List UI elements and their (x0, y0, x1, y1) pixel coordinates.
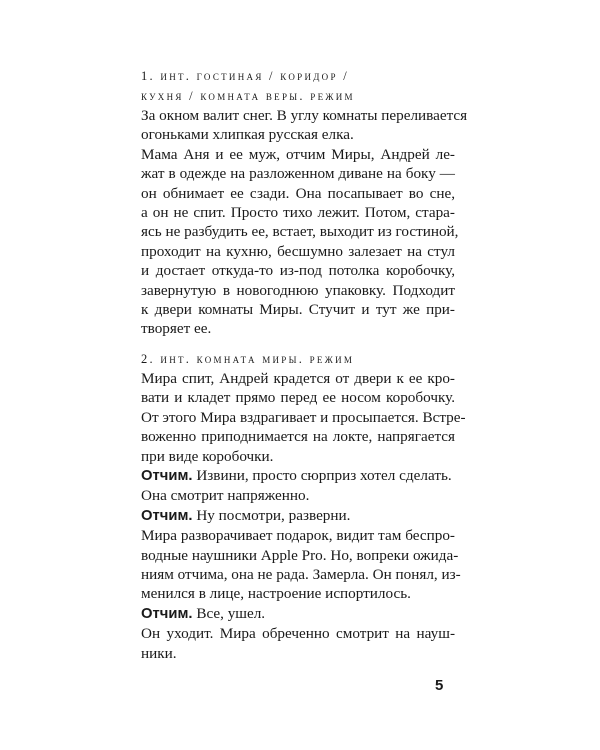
text-line: Он уходит. Мира обреченно смотрит на науш- (141, 625, 455, 643)
text-line: За окном валит снег. В углу комнаты переливается (141, 107, 468, 124)
scene-1-heading-line-1: 1. инт. гостиная / коридор / (141, 69, 349, 83)
dialogue-text: Все, ушел. (192, 604, 266, 622)
text-line: к двери комнаты Миры. Стучит и тут же при- (141, 301, 455, 319)
scene-1-paragraph-2 (141, 145, 459, 339)
speaker-name: Отчим. (141, 507, 193, 524)
text-line: водные наушники Apple Pro. Но, вопреки ожида- (141, 546, 459, 564)
scene-2-paragraph-2 (141, 526, 461, 604)
text-line: Мира спит, Андрей крадется от двери к ее кро- (141, 369, 455, 387)
text-line: творяет ее. (141, 320, 212, 338)
dialogue-text: Извини, просто сюрприз хотел сделать. (192, 466, 452, 484)
text-line: ники. (141, 644, 177, 662)
text-line: огоньками хлипкая русская елка. (141, 126, 354, 144)
text-line: воженно приподнимается на локте, напрягается (141, 428, 455, 446)
scene-1-paragraph-1 (141, 106, 468, 145)
text-line: он обнимает ее сзади. Она посапывает во сне, (141, 184, 455, 202)
text-line: и достает откуда-то из-под потолка коробочку, (141, 262, 455, 280)
scene-2-paragraph-1 (141, 369, 466, 466)
text-line: Мира разворачивает подарок, видит там беспро- (141, 527, 455, 545)
scene-2-paragraph-3 (141, 624, 455, 663)
dialogue-line-3 (141, 604, 455, 624)
text-line: ясь не разбудить ее, встает, выходит из гостиной, (141, 223, 459, 241)
scene-2-heading-line-1: 2. инт. комната миры. режим (141, 351, 355, 366)
action-line-1: Она смотрит напряженно. (141, 487, 310, 505)
scene-1-heading (141, 66, 455, 106)
dialogue-text: Ну посмотри, разверни. (192, 506, 351, 524)
dialogue-line-2 (141, 506, 455, 526)
text-line: Мама Аня и ее муж, отчим Миры, Андрей ле- (141, 145, 455, 163)
text-line: менился в лице, настроение испортилось. (141, 585, 411, 603)
text-line: проходит на кухню, бесшумно залезает на стул (141, 242, 455, 260)
scene-1-heading-line-2: кухня / комната веры. режим (141, 89, 355, 103)
page-number: 5 (435, 677, 444, 694)
text-line: завернутую в новогоднюю упаковку. Подходит (141, 281, 455, 299)
text-line: при виде коробочки. (141, 447, 274, 465)
speaker-name: Отчим. (141, 467, 193, 484)
dialogue-line-1 (141, 466, 455, 486)
text-line: ниям отчима, она не рада. Замерла. Он понял, из- (141, 565, 461, 583)
scene-2-heading (141, 349, 455, 369)
speaker-name: Отчим. (141, 605, 193, 622)
text-line: От этого Мира вздрагивает и просыпается. Встре- (141, 408, 466, 426)
text-line: жат в одежде на разложенном диване на боку — (141, 165, 455, 183)
text-line: а он не спит. Просто тихо лежит. Потом, стара- (141, 204, 455, 222)
page-body (141, 66, 468, 663)
text-line: вати и кладет прямо перед ее носом коробочку. (141, 389, 455, 407)
